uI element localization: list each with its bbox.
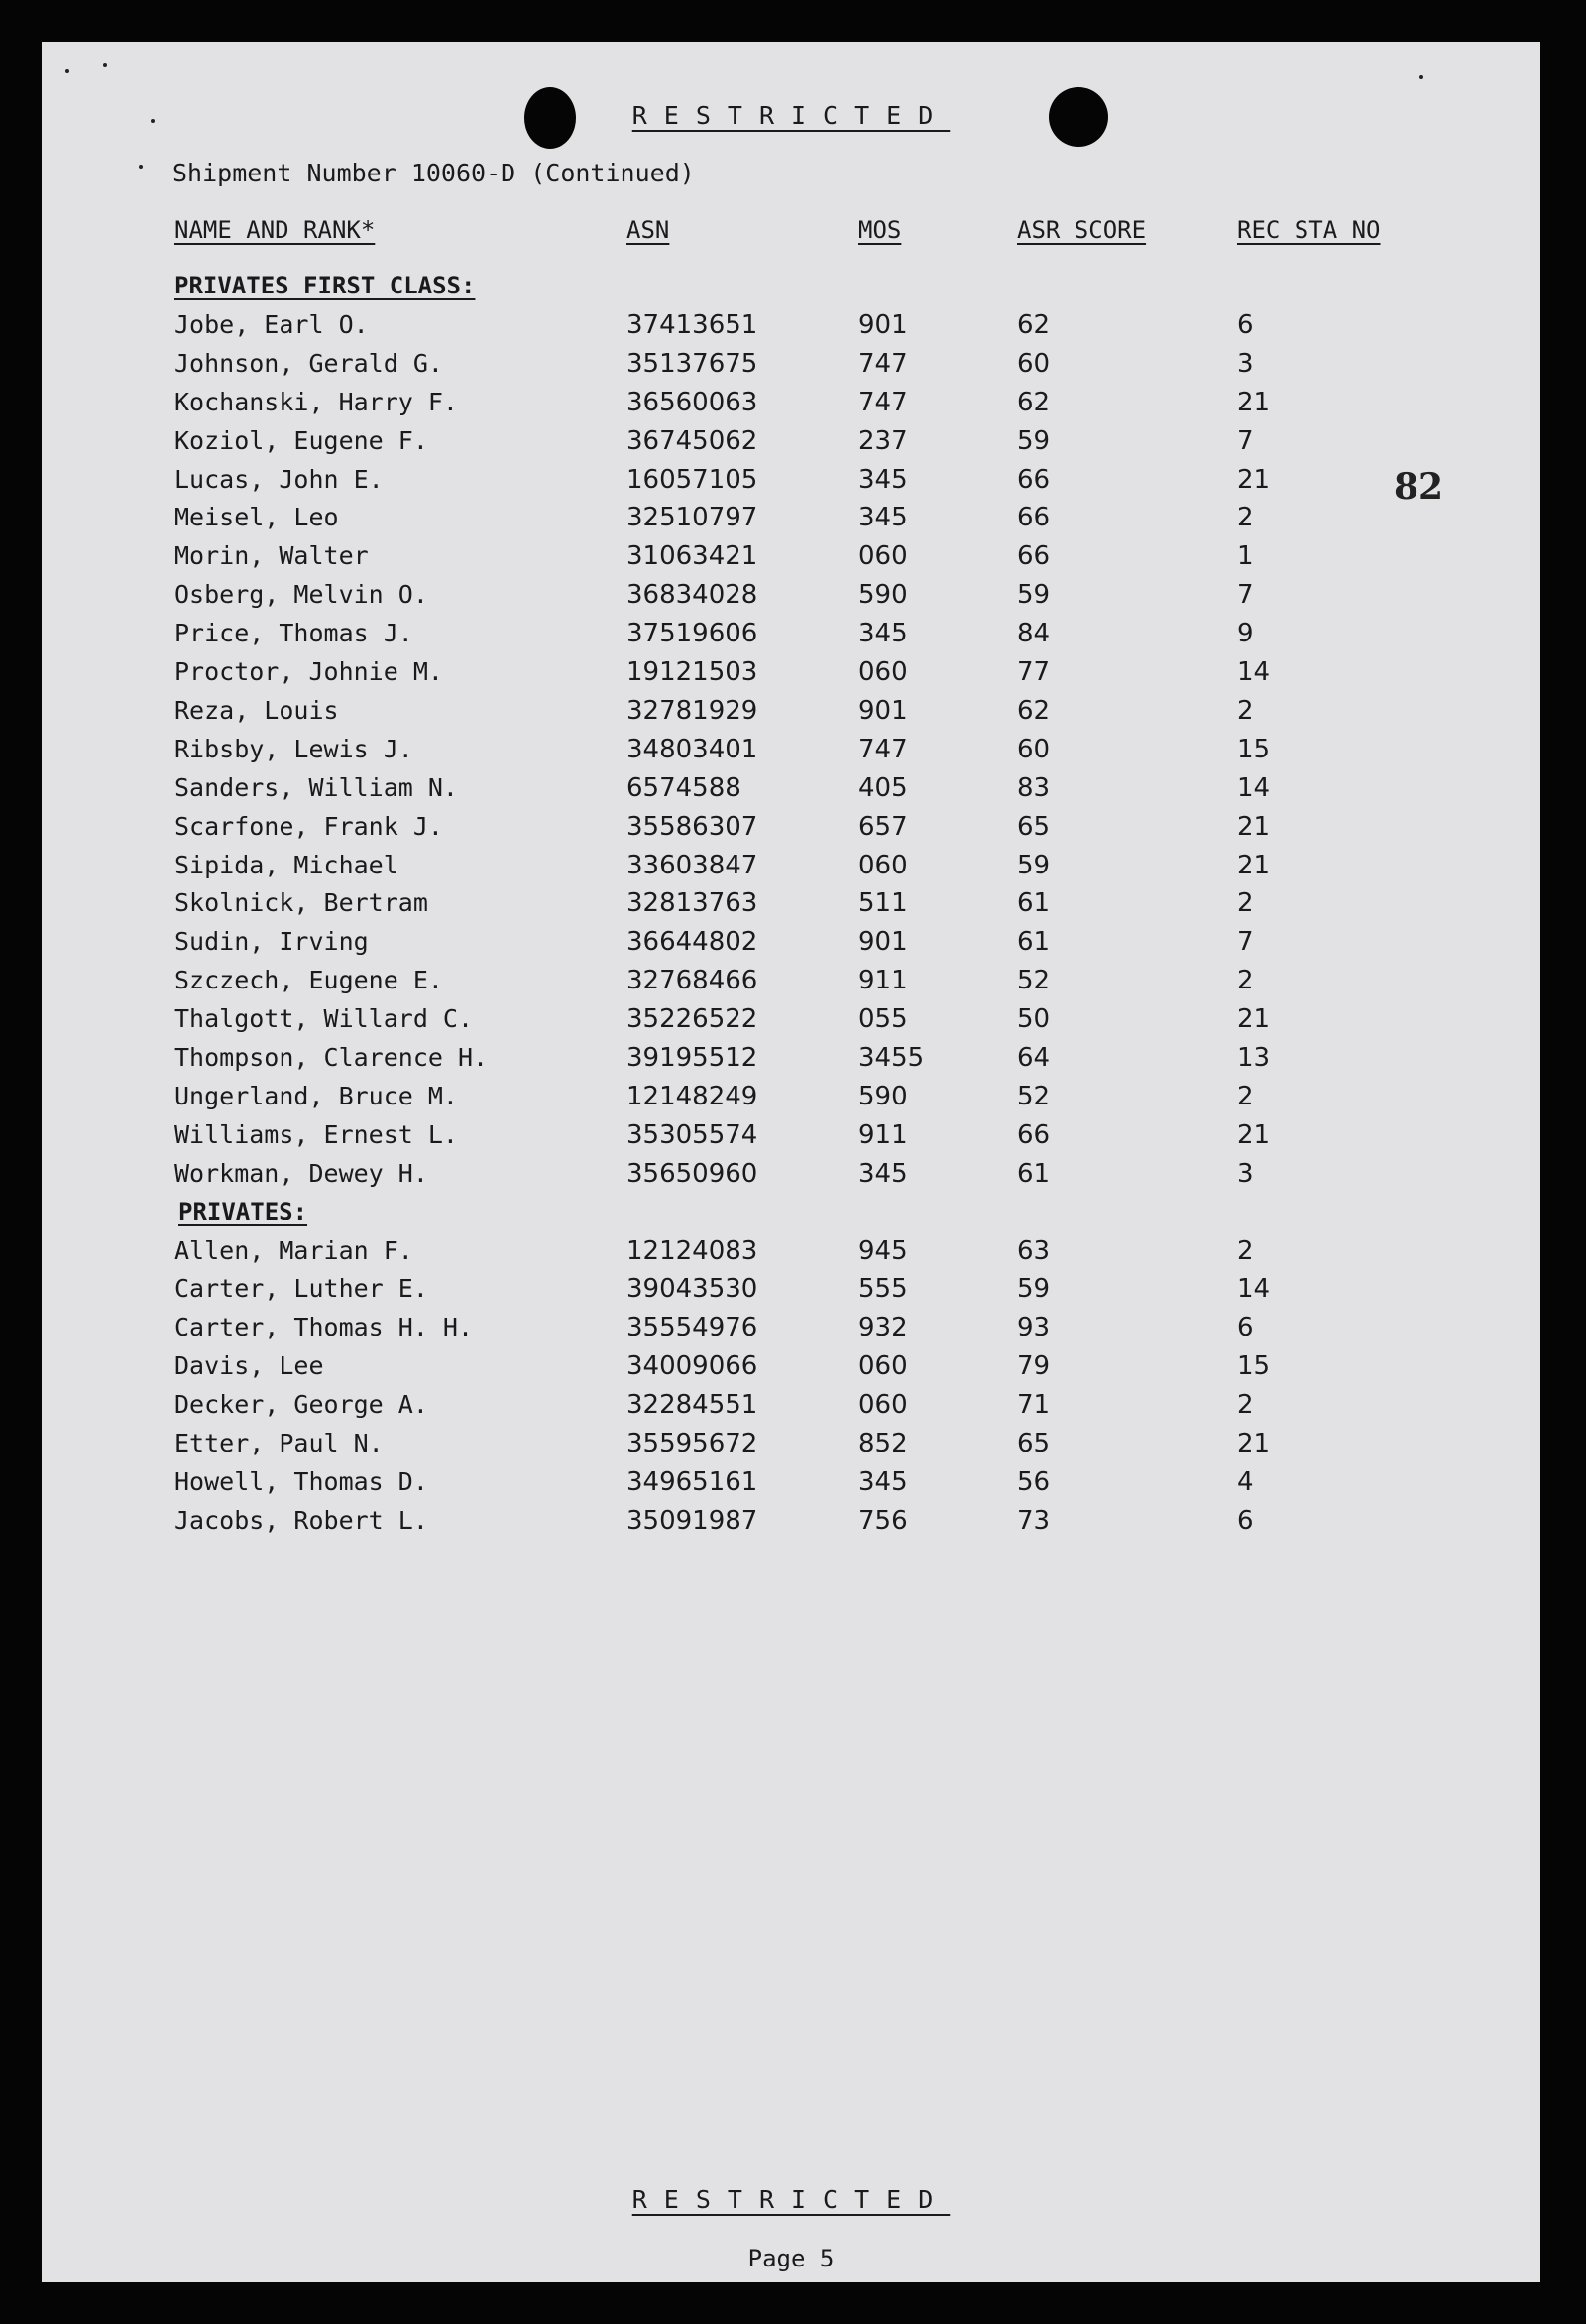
asr-score-value: 59 xyxy=(1017,425,1051,456)
roster-row xyxy=(42,696,1540,736)
mos-value: 345 xyxy=(858,1158,908,1189)
asn-value: 31063421 xyxy=(626,541,758,572)
roster-row xyxy=(42,1467,1540,1507)
soldier-name: Davis, Lee xyxy=(174,1351,324,1381)
asn-value: 35586307 xyxy=(626,811,758,842)
asr-score-value: 60 xyxy=(1017,348,1051,379)
rec-sta-no-value: 3 xyxy=(1237,1158,1254,1189)
rec-sta-no-value: 2 xyxy=(1237,888,1254,919)
soldier-name: Skolnick, Bertram xyxy=(174,888,428,918)
column-header-asn: ASN xyxy=(626,216,670,244)
roster-row xyxy=(42,888,1540,928)
mos-value: 345 xyxy=(858,503,908,533)
roster-row xyxy=(42,619,1540,658)
soldier-name: Jobe, Earl O. xyxy=(174,309,369,339)
rec-sta-no-value: 9 xyxy=(1237,619,1254,649)
soldier-name: Ribsby, Lewis J. xyxy=(174,734,413,763)
asn-value: 35226522 xyxy=(626,1004,758,1035)
roster-table xyxy=(42,42,1540,2282)
soldier-name: Johnson, Gerald G. xyxy=(174,348,443,378)
roster-row xyxy=(42,851,1540,890)
rec-sta-no-value: 6 xyxy=(1237,1313,1254,1343)
asn-value: 34803401 xyxy=(626,734,758,764)
rec-sta-no-value: 7 xyxy=(1237,580,1254,611)
asn-value: 34009066 xyxy=(626,1351,758,1382)
mos-value: 747 xyxy=(858,348,908,379)
rec-sta-no-value: 7 xyxy=(1237,927,1254,958)
roster-row xyxy=(42,426,1540,466)
mos-value: 932 xyxy=(858,1313,908,1343)
asr-score-value: 50 xyxy=(1017,1004,1051,1035)
roster-row xyxy=(42,1506,1540,1546)
soldier-name: Sanders, William N. xyxy=(174,772,458,802)
mos-value: 555 xyxy=(858,1274,908,1305)
soldier-name: Lucas, John E. xyxy=(174,464,384,494)
asr-score-value: 66 xyxy=(1017,541,1051,572)
rec-sta-no-value: 2 xyxy=(1237,1081,1254,1111)
rec-sta-no-value: 2 xyxy=(1237,1235,1254,1266)
soldier-name: Sipida, Michael xyxy=(174,850,398,879)
asr-score-value: 63 xyxy=(1017,1235,1051,1266)
roster-row xyxy=(42,1390,1540,1430)
soldier-name: Williams, Ernest L. xyxy=(174,1119,458,1149)
mos-value: 911 xyxy=(858,966,908,996)
mos-value: 747 xyxy=(858,387,908,417)
roster-row xyxy=(42,812,1540,852)
mos-value: 911 xyxy=(858,1119,908,1150)
mos-value: 345 xyxy=(858,619,908,649)
roster-row xyxy=(42,1043,1540,1083)
asn-value: 12148249 xyxy=(626,1081,758,1111)
stamp-number: 82 xyxy=(1394,466,1444,508)
asr-score-value: 71 xyxy=(1017,1390,1051,1421)
asn-value: 35595672 xyxy=(626,1429,758,1458)
asr-score-value: 93 xyxy=(1017,1313,1051,1343)
rec-sta-no-value: 3 xyxy=(1237,348,1254,379)
asn-value: 16057105 xyxy=(626,464,758,495)
rec-sta-no-value: 14 xyxy=(1237,772,1271,803)
rec-sta-no-value: 21 xyxy=(1237,811,1271,842)
soldier-name: Carter, Luther E. xyxy=(174,1274,428,1304)
mos-value: 901 xyxy=(858,309,908,340)
mos-value: 747 xyxy=(858,734,908,764)
asr-score-value: 65 xyxy=(1017,1429,1051,1458)
mos-value: 657 xyxy=(858,811,908,842)
asr-score-value: 84 xyxy=(1017,619,1051,649)
mos-value: 060 xyxy=(858,657,908,687)
asn-value: 39195512 xyxy=(626,1043,758,1073)
asn-value: 34965161 xyxy=(626,1466,758,1497)
asr-score-value: 59 xyxy=(1017,850,1051,880)
asr-score-value: 79 xyxy=(1017,1351,1051,1382)
roster-row xyxy=(42,580,1540,620)
asn-value: 32284551 xyxy=(626,1390,758,1421)
rec-sta-no-value: 2 xyxy=(1237,695,1254,726)
mos-value: 590 xyxy=(858,1081,908,1111)
soldier-name: Workman, Dewey H. xyxy=(174,1158,428,1188)
asn-value: 39043530 xyxy=(626,1274,758,1305)
roster-row xyxy=(42,1274,1540,1314)
roster-row xyxy=(42,1082,1540,1121)
section-title: PRIVATES: xyxy=(178,1197,308,1225)
page-number: Page 5 xyxy=(747,2245,835,2272)
soldier-name: Thompson, Clarence H. xyxy=(174,1043,489,1072)
asr-score-value: 61 xyxy=(1017,1158,1051,1189)
column-header-name: NAME AND RANK* xyxy=(174,216,376,244)
soldier-name: Proctor, Johnie M. xyxy=(174,657,443,686)
soldier-name: Morin, Walter xyxy=(174,541,369,571)
asn-value: 35305574 xyxy=(626,1119,758,1150)
asr-score-value: 66 xyxy=(1017,464,1051,495)
roster-row xyxy=(42,1120,1540,1160)
roster-row xyxy=(42,1159,1540,1199)
soldier-name: Koziol, Eugene F. xyxy=(174,425,428,455)
asr-score-value: 62 xyxy=(1017,309,1051,340)
asr-score-value: 52 xyxy=(1017,1081,1051,1111)
mos-value: 590 xyxy=(858,580,908,611)
classification-header: RESTRICTED xyxy=(631,101,951,130)
roster-row xyxy=(42,1313,1540,1352)
rec-sta-no-value: 13 xyxy=(1237,1043,1271,1073)
rec-sta-no-value: 15 xyxy=(1237,734,1271,764)
asn-value: 33603847 xyxy=(626,850,758,880)
soldier-name: Jacobs, Robert L. xyxy=(174,1505,428,1535)
document-page xyxy=(42,42,1540,2282)
rec-sta-no-value: 21 xyxy=(1237,1004,1271,1035)
soldier-name: Thalgott, Willard C. xyxy=(174,1004,474,1034)
soldier-name: Kochanski, Harry F. xyxy=(174,387,458,416)
rec-sta-no-value: 6 xyxy=(1237,309,1254,340)
section-title: PRIVATES FIRST CLASS: xyxy=(174,272,476,299)
soldier-name: Osberg, Melvin O. xyxy=(174,580,428,610)
roster-row xyxy=(42,657,1540,697)
soldier-name: Carter, Thomas H. H. xyxy=(174,1313,474,1342)
mos-value: 852 xyxy=(858,1429,908,1458)
roster-row xyxy=(42,503,1540,542)
rec-sta-no-value: 4 xyxy=(1237,1466,1254,1497)
roster-row xyxy=(42,1429,1540,1468)
mos-value: 3455 xyxy=(858,1043,925,1073)
roster-row xyxy=(42,1236,1540,1276)
mos-value: 060 xyxy=(858,541,908,572)
rec-sta-no-value: 21 xyxy=(1237,464,1271,495)
roster-row xyxy=(42,927,1540,967)
mos-value: 055 xyxy=(858,1004,908,1035)
rec-sta-no-value: 15 xyxy=(1237,1351,1271,1382)
mos-value: 945 xyxy=(858,1235,908,1266)
asn-value: 37413651 xyxy=(626,309,758,340)
asr-score-value: 66 xyxy=(1017,1119,1051,1150)
roster-row xyxy=(42,349,1540,389)
asn-value: 35650960 xyxy=(626,1158,758,1189)
rec-sta-no-value: 2 xyxy=(1237,1390,1254,1421)
rec-sta-no-value: 1 xyxy=(1237,541,1254,572)
asn-value: 36644802 xyxy=(626,927,758,958)
asn-value: 35137675 xyxy=(626,348,758,379)
mos-value: 060 xyxy=(858,1390,908,1421)
roster-row xyxy=(42,388,1540,427)
asr-score-value: 62 xyxy=(1017,695,1051,726)
asr-score-value: 56 xyxy=(1017,1466,1051,1497)
asn-value: 37519606 xyxy=(626,619,758,649)
asn-value: 35554976 xyxy=(626,1313,758,1343)
rec-sta-no-value: 21 xyxy=(1237,387,1271,417)
rec-sta-no-value: 7 xyxy=(1237,425,1254,456)
asn-value: 32768466 xyxy=(626,966,758,996)
column-header-rec-sta-no: REC STA NO xyxy=(1237,216,1381,244)
roster-row xyxy=(42,735,1540,774)
asr-score-value: 61 xyxy=(1017,927,1051,958)
asn-value: 36560063 xyxy=(626,387,758,417)
mos-value: 237 xyxy=(858,425,908,456)
rec-sta-no-value: 2 xyxy=(1237,503,1254,533)
mos-value: 511 xyxy=(858,888,908,919)
roster-row xyxy=(42,773,1540,813)
asr-score-value: 77 xyxy=(1017,657,1051,687)
rec-sta-no-value: 21 xyxy=(1237,850,1271,880)
soldier-name: Allen, Marian F. xyxy=(174,1235,413,1265)
asn-value: 36834028 xyxy=(626,580,758,611)
soldier-name: Ungerland, Bruce M. xyxy=(174,1081,458,1110)
roster-row xyxy=(42,966,1540,1005)
rec-sta-no-value: 14 xyxy=(1237,657,1271,687)
asn-value: 36745062 xyxy=(626,425,758,456)
asn-value: 32781929 xyxy=(626,695,758,726)
mos-value: 345 xyxy=(858,1466,908,1497)
roster-row xyxy=(42,541,1540,581)
shipment-number: Shipment Number 10060-D (Continued) xyxy=(172,159,695,187)
rec-sta-no-value: 21 xyxy=(1237,1119,1271,1150)
classification-footer: RESTRICTED xyxy=(631,2185,951,2214)
soldier-name: Sudin, Irving xyxy=(174,927,369,957)
soldier-name: Price, Thomas J. xyxy=(174,619,413,648)
rec-sta-no-value: 6 xyxy=(1237,1505,1254,1536)
asn-value: 35091987 xyxy=(626,1505,758,1536)
asn-value: 32813763 xyxy=(626,888,758,919)
asr-score-value: 61 xyxy=(1017,888,1051,919)
mos-value: 405 xyxy=(858,772,908,803)
mos-value: 060 xyxy=(858,850,908,880)
rec-sta-no-value: 21 xyxy=(1237,1429,1271,1458)
asr-score-value: 65 xyxy=(1017,811,1051,842)
asr-score-value: 59 xyxy=(1017,580,1051,611)
soldier-name: Scarfone, Frank J. xyxy=(174,811,443,841)
mos-value: 901 xyxy=(858,695,908,726)
asn-value: 32510797 xyxy=(626,503,758,533)
roster-row xyxy=(42,310,1540,350)
soldier-name: Etter, Paul N. xyxy=(174,1429,384,1457)
asr-score-value: 62 xyxy=(1017,387,1051,417)
asr-score-value: 64 xyxy=(1017,1043,1051,1073)
asn-value: 6574588 xyxy=(626,772,741,803)
roster-row xyxy=(42,1004,1540,1044)
asr-score-value: 66 xyxy=(1017,503,1051,533)
mos-value: 345 xyxy=(858,464,908,495)
soldier-name: Howell, Thomas D. xyxy=(174,1466,428,1496)
asr-score-value: 60 xyxy=(1017,734,1051,764)
soldier-name: Szczech, Eugene E. xyxy=(174,966,443,995)
roster-row xyxy=(42,1351,1540,1391)
column-header-asr-score: ASR SCORE xyxy=(1017,216,1147,244)
soldier-name: Meisel, Leo xyxy=(174,503,339,532)
mos-value: 756 xyxy=(858,1505,908,1536)
soldier-name: Decker, George A. xyxy=(174,1390,428,1420)
mos-value: 901 xyxy=(858,927,908,958)
mos-value: 060 xyxy=(858,1351,908,1382)
asr-score-value: 73 xyxy=(1017,1505,1051,1536)
rec-sta-no-value: 14 xyxy=(1237,1274,1271,1305)
roster-row xyxy=(42,465,1540,505)
asr-score-value: 52 xyxy=(1017,966,1051,996)
asr-score-value: 83 xyxy=(1017,772,1051,803)
rec-sta-no-value: 2 xyxy=(1237,966,1254,996)
column-header-mos: MOS xyxy=(858,216,902,244)
asn-value: 12124083 xyxy=(626,1235,758,1266)
asn-value: 19121503 xyxy=(626,657,758,687)
asr-score-value: 59 xyxy=(1017,1274,1051,1305)
soldier-name: Reza, Louis xyxy=(174,695,339,725)
